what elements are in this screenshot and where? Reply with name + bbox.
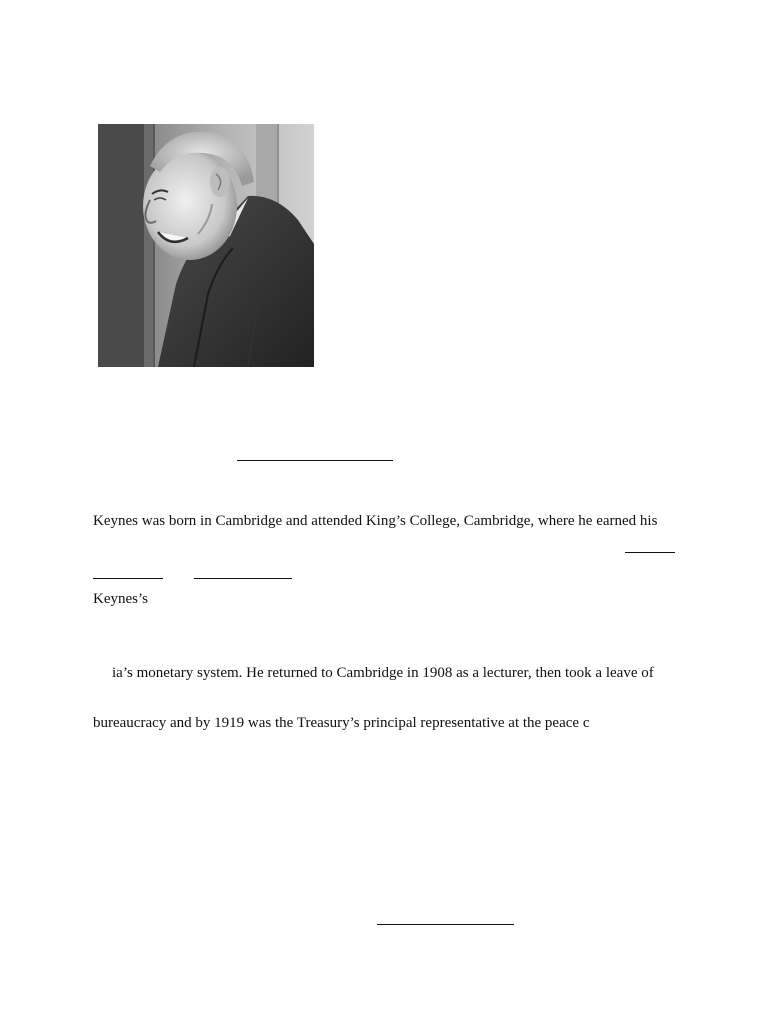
link-underline-1 [625, 552, 675, 553]
heading-underline [237, 460, 393, 461]
footer-underline [377, 924, 514, 925]
body-text-line-3: ia’s monetary system. He returned to Cambridge in 1908 as a lecturer, then took a leave of [112, 665, 654, 681]
link-underline-3 [194, 578, 292, 579]
portrait-image [98, 124, 314, 367]
body-text-line-4: bureaucracy and by 1919 was the Treasury’s principal representative at the peace c [93, 715, 590, 731]
link-underline-2 [93, 578, 163, 579]
body-text-line-1: Keynes was born in Cambridge and attended King’s College, Cambridge, where he earned his [93, 513, 658, 529]
body-text-line-2: Keynes’s [93, 591, 148, 607]
portrait-photo [98, 124, 314, 367]
